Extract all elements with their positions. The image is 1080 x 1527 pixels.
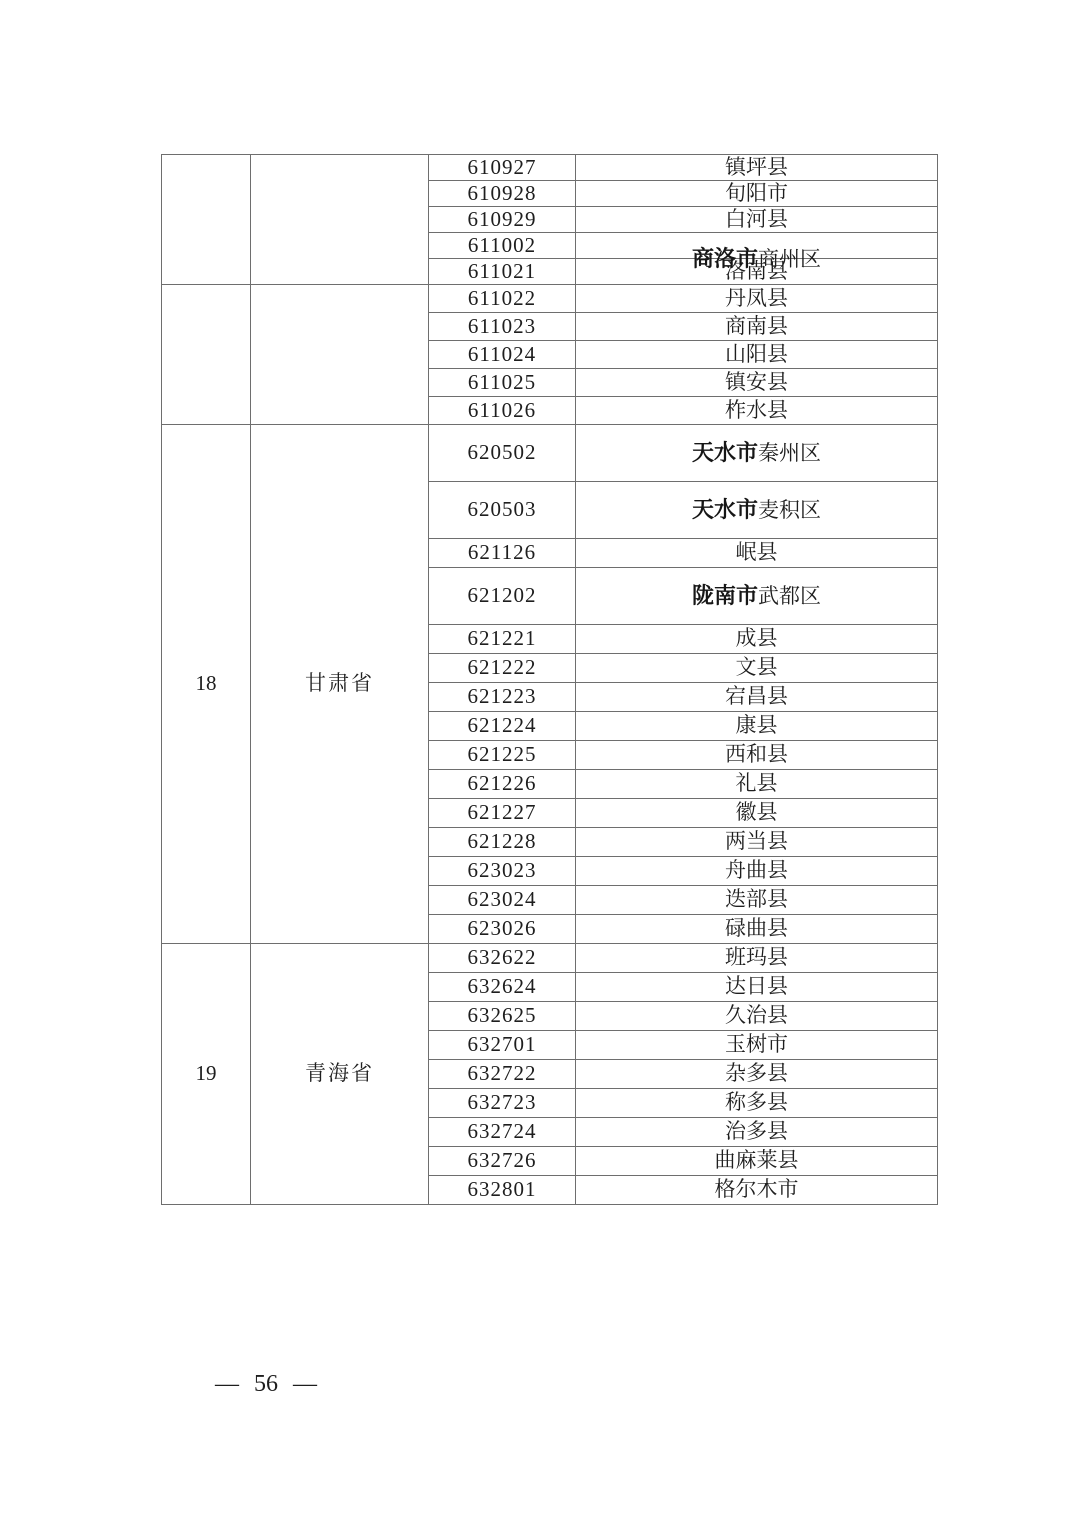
- code-cell: 632801: [429, 1176, 576, 1205]
- region-name: [725, 207, 788, 231]
- code-cell: 621223: [429, 683, 576, 712]
- region-name: [725, 945, 788, 969]
- district-name: 治多县: [725, 1119, 788, 1144]
- code-cell: 611025: [429, 369, 576, 397]
- region-name: [725, 829, 788, 853]
- code-cell: 611023: [429, 313, 576, 341]
- region-name: [692, 498, 821, 522]
- province-cell: [251, 285, 429, 425]
- code-cell: 632624: [429, 973, 576, 1002]
- district-name: 礼县: [735, 771, 778, 796]
- name-cell: [576, 539, 938, 568]
- code-cell: 620503: [429, 482, 576, 539]
- district-name: 商州区: [758, 247, 821, 271]
- district-name: 碌曲县: [725, 916, 788, 941]
- name-cell: [576, 828, 938, 857]
- district-name: 舟曲县: [725, 858, 788, 883]
- district-name: 岷县: [735, 540, 778, 565]
- name-cell: [576, 1002, 938, 1031]
- name-cell: [576, 425, 938, 482]
- district-name: 玉树市: [725, 1032, 788, 1057]
- region-name: [725, 974, 788, 998]
- code-cell: 632622: [429, 944, 576, 973]
- region-name: [692, 584, 821, 608]
- name-cell: [576, 625, 938, 654]
- code-cell: 632722: [429, 1060, 576, 1089]
- province-cell: [251, 155, 429, 285]
- name-cell: [576, 741, 938, 770]
- district-name: 迭部县: [725, 887, 788, 912]
- region-name: [725, 286, 788, 310]
- district-name: 柞水县: [725, 397, 788, 422]
- region-name: [736, 771, 778, 795]
- region-name: [736, 713, 778, 737]
- name-cell: [576, 313, 938, 341]
- region-name: [692, 441, 821, 465]
- code-cell: 610928: [429, 181, 576, 207]
- region-name: [715, 1177, 799, 1201]
- code-cell: 623026: [429, 915, 576, 944]
- district-name: 白河县: [725, 206, 788, 231]
- page-footer: [155, 1344, 317, 1425]
- code-cell: 623024: [429, 886, 576, 915]
- district-name: 达日县: [725, 974, 788, 999]
- district-name: 商南县: [725, 313, 788, 338]
- region-name: [725, 684, 788, 708]
- name-cell: [576, 770, 938, 799]
- name-cell: [576, 155, 938, 181]
- name-cell: [576, 1031, 938, 1060]
- name-cell: [576, 973, 938, 1002]
- region-name: [725, 1003, 788, 1027]
- code-cell: 621225: [429, 741, 576, 770]
- code-cell: 632625: [429, 1002, 576, 1031]
- name-cell: [576, 654, 938, 683]
- code-cell: 632724: [429, 1118, 576, 1147]
- name-cell: [576, 285, 938, 313]
- code-cell: 623023: [429, 857, 576, 886]
- code-cell: 611024: [429, 341, 576, 369]
- province-cell: 青海省: [251, 944, 429, 1205]
- district-name: 洛南县: [725, 258, 788, 283]
- district-name: 山阳县: [725, 341, 788, 366]
- region-name: [725, 342, 788, 366]
- name-cell: [576, 341, 938, 369]
- code-cell: 611026: [429, 397, 576, 425]
- region-name: [715, 1148, 799, 1172]
- code-cell: 621221: [429, 625, 576, 654]
- region-name: [725, 1119, 788, 1143]
- district-name: 格尔木市: [714, 1177, 799, 1202]
- district-name: 两当县: [725, 829, 788, 854]
- name-cell: [576, 857, 938, 886]
- code-cell: 621224: [429, 712, 576, 741]
- district-name: 曲麻莱县: [714, 1148, 799, 1173]
- name-cell: [576, 1060, 938, 1089]
- region-name: [725, 314, 788, 338]
- city-name: 商洛市: [691, 246, 758, 271]
- table-section: [162, 944, 938, 1205]
- name-cell: [576, 397, 938, 425]
- district-name: 久治县: [725, 1003, 788, 1028]
- index-cell: [162, 285, 251, 425]
- district-name: 镇坪县: [725, 154, 788, 179]
- region-name: [725, 1032, 788, 1056]
- province-cell: 甘肃省: [251, 425, 429, 944]
- code-cell: 621202: [429, 568, 576, 625]
- code-cell: 621228: [429, 828, 576, 857]
- district-name: 宕昌县: [725, 684, 788, 709]
- code-cell: 621227: [429, 799, 576, 828]
- name-cell: [576, 181, 938, 207]
- district-name: 康县: [735, 713, 778, 738]
- table-section: [162, 155, 938, 285]
- district-name: 班玛县: [725, 945, 788, 970]
- table-row: [162, 285, 938, 313]
- table-row: [162, 155, 938, 181]
- region-code-table: [161, 154, 938, 1205]
- code-cell: 620502: [429, 425, 576, 482]
- district-name: 成县: [735, 626, 778, 651]
- name-cell: [576, 886, 938, 915]
- code-cell: 610929: [429, 207, 576, 233]
- code-cell: 611002: [429, 233, 576, 259]
- code-cell: 610927: [429, 155, 576, 181]
- district-name: 秦州区: [758, 440, 821, 465]
- table-section: [162, 285, 938, 425]
- district-name: 文县: [735, 655, 778, 680]
- code-cell: 611022: [429, 285, 576, 313]
- index-cell: 18: [162, 425, 251, 944]
- district-name: 徽县: [735, 800, 778, 825]
- index-cell: [162, 155, 251, 285]
- region-name: [725, 742, 788, 766]
- region-name: [725, 916, 788, 940]
- city-name: 陇南市: [691, 582, 758, 608]
- district-name: 丹凤县: [725, 285, 788, 310]
- name-cell: [576, 1089, 938, 1118]
- district-name: 镇安县: [725, 369, 788, 394]
- district-name: 西和县: [725, 742, 788, 767]
- name-cell: [576, 1147, 938, 1176]
- name-cell: [576, 712, 938, 741]
- district-name: 旬阳市: [725, 180, 788, 205]
- name-cell: [576, 1176, 938, 1205]
- name-cell: [576, 482, 938, 539]
- city-name: 天水市: [691, 496, 758, 522]
- region-name: [725, 370, 788, 394]
- name-cell: [576, 1118, 938, 1147]
- name-cell: [576, 915, 938, 944]
- region-name: [725, 398, 788, 422]
- region-name: [725, 1090, 788, 1114]
- code-cell: 611021: [429, 259, 576, 285]
- region-name: [725, 181, 788, 205]
- region-name: [725, 1061, 788, 1085]
- name-cell: [576, 369, 938, 397]
- region-name: [736, 626, 778, 650]
- code-cell: 621126: [429, 539, 576, 568]
- code-cell: 632701: [429, 1031, 576, 1060]
- name-cell: [576, 207, 938, 233]
- city-name: 天水市: [691, 439, 758, 465]
- name-cell: [576, 944, 938, 973]
- table-section: [162, 425, 938, 944]
- region-name: [576, 248, 937, 270]
- district-name: 武都区: [758, 583, 821, 608]
- code-cell: 621226: [429, 770, 576, 799]
- code-cell: 632723: [429, 1089, 576, 1118]
- code-cell: 632726: [429, 1147, 576, 1176]
- district-name: 麦积区: [758, 497, 821, 522]
- region-name: [725, 887, 788, 911]
- district-name: 杂多县: [725, 1061, 788, 1086]
- region-name: [736, 655, 778, 679]
- region-name: [736, 800, 778, 824]
- name-cell: [576, 568, 938, 625]
- region-name: [736, 540, 778, 564]
- table-row: [162, 944, 938, 973]
- page-number: — 56 —: [215, 1371, 317, 1397]
- name-cell: [576, 799, 938, 828]
- name-cell: [576, 683, 938, 712]
- district-name: 称多县: [725, 1090, 788, 1115]
- code-cell: 621222: [429, 654, 576, 683]
- region-name: [725, 858, 788, 882]
- index-cell: 19: [162, 944, 251, 1205]
- region-name: [725, 155, 788, 179]
- table-row: [162, 425, 938, 482]
